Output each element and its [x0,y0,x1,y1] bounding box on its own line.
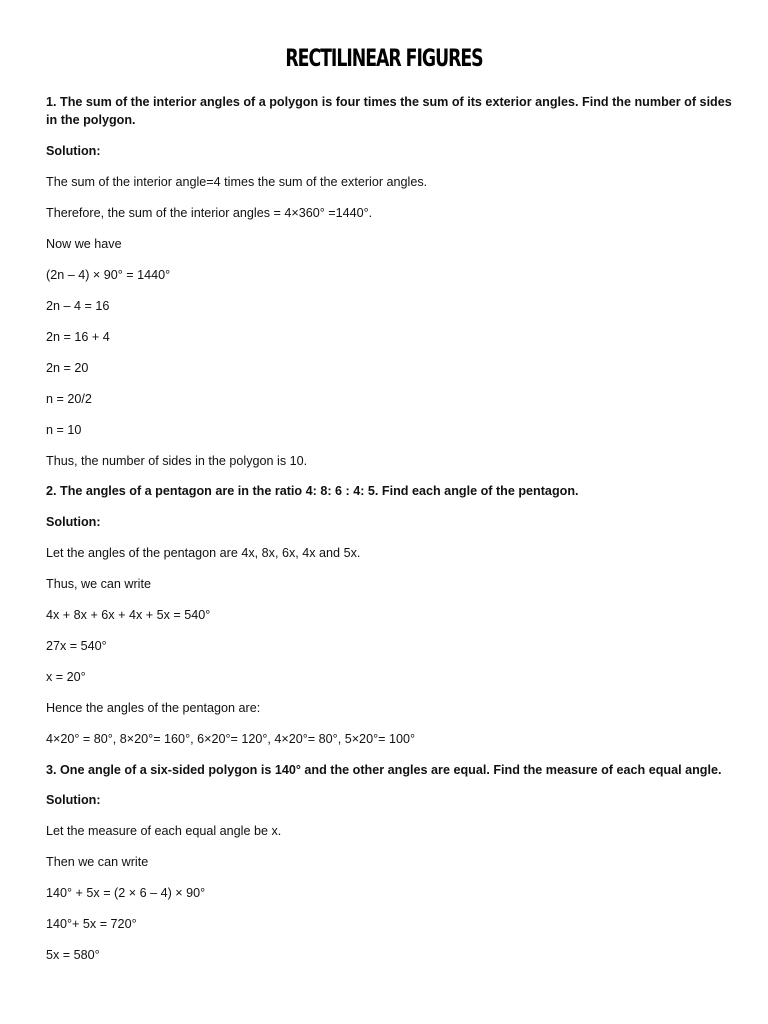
question-3-step: 140°+ 5x = 720° [46,917,137,931]
question-2-step: x = 20° [46,670,86,684]
question-1-step: Therefore, the sum of the interior angles = 4×360° =1440°. [46,206,373,220]
question-1-step: Thus, the number of sides in the polygon is 10. [46,454,308,468]
question-2-step: 27x = 540° [46,639,107,653]
question-1-step: The sum of the interior angle=4 times the sum of the exterior angles. [46,175,428,189]
question-1-step: Now we have [46,237,122,251]
question-3-step: 140° + 5x = (2 × 6 – 4) × 90° [46,886,206,900]
question-2-step: Thus, we can write [46,577,151,591]
question-2-text: 2. The angles of a pentagon are in the ratio 4: 8: 6 : 4: 5. Find each angle of the pentagon. [46,484,579,498]
question-3-step: Then we can write [46,855,149,869]
question-2-step: 4x + 8x + 6x + 4x + 5x = 540° [46,608,211,622]
question-1-step: (2n – 4) × 90° = 1440° [46,268,171,282]
page-title: RECTILINEAR FIGURES [285,44,483,72]
question-2-step: 4×20° = 80°, 8×20°= 160°, 6×20°= 120°, 4×20°= 80°, 5×20°= 100° [46,732,416,746]
question-2-solution-label: Solution: [46,515,101,529]
question-1-step: n = 10 [46,423,82,437]
question-3-solution-label: Solution: [46,793,101,807]
question-1-step: 2n = 20 [46,361,89,375]
question-3-text: 3. One angle of a six-sided polygon is 140° and the other angles are equal. Find the measure of each equal angle. [46,763,722,777]
question-1-solution-label: Solution: [46,144,101,158]
question-1-text: 1. The sum of the interior angles of a polygon is four times the sum of its exterior angles. Find the number of sides in the polygon. [46,95,732,127]
question-1-step: 2n = 16 + 4 [46,330,110,344]
question-3-step: 5x = 580° [46,948,100,962]
question-3-step: Let the measure of each equal angle be x. [46,824,282,838]
question-2-step: Let the angles of the pentagon are 4x, 8x, 6x, 4x and 5x. [46,546,361,560]
question-1-step: 2n – 4 = 16 [46,299,110,313]
question-2-step: Hence the angles of the pentagon are: [46,701,261,715]
question-1-step: n = 20/2 [46,392,92,406]
